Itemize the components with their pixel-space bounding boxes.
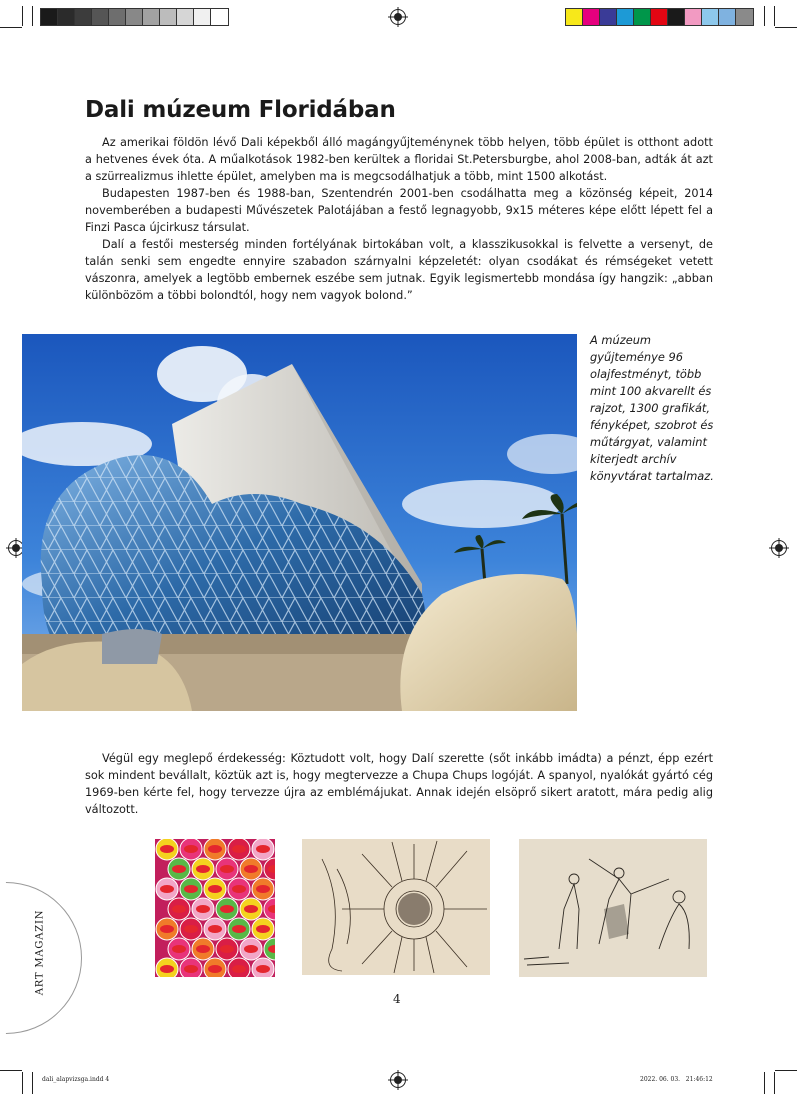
color-swatch — [583, 9, 600, 25]
lollipop-logo-shape — [220, 865, 234, 873]
lollipop-logo-shape — [172, 905, 186, 913]
color-swatch — [160, 9, 177, 25]
registration-mark-icon — [771, 540, 787, 556]
color-swatch — [109, 9, 126, 25]
color-swatch — [600, 9, 617, 25]
magazine-label: ART MAGAZIN — [34, 909, 46, 996]
lollipop-logo-shape — [256, 925, 270, 933]
lollipop-logo-shape — [220, 945, 234, 953]
color-swatch — [211, 9, 228, 25]
lollipop-logo-shape — [160, 845, 174, 853]
lollipop-logo-shape — [232, 845, 246, 853]
color-swatch — [719, 9, 736, 25]
lollipop-logo-shape — [160, 965, 174, 973]
lollipop-logo-shape — [256, 845, 270, 853]
lollipop-logo-shape — [220, 905, 234, 913]
cmyk-color-bar — [565, 8, 754, 26]
lollipop-logo-shape — [172, 945, 186, 953]
color-swatch — [143, 9, 160, 25]
lollipop-logo-shape — [184, 925, 198, 933]
paragraph: Az amerikai földön lévő Dali képekből álló magángyűjteménynek több helyen, több épület is otthont adott a hetvenes évek óta. A műalkotások 1982-ben kerültek a floridai St.Petersburgbe, ahol 2008-ban, adták át azt a szürrealizmus ihlette épület, amelyben ma is megcsodálhatjuk a több, mint 1500 alkotást. — [85, 136, 713, 183]
color-swatch — [736, 9, 753, 25]
paragraph: Végül egy meglepő érdekesség: Köztudott volt, hogy Dalí szerette (sőt inkább imádta) a pénzt, épp ezért sok mindent bevállalt, köztük azt is, hogy megtervezze a Chupa Chups logóját. A spanyol, nyalókát gyártó cég 1969-ben kérte fel, hogy tervezze újra az emblémájukat. Annak idején elsöprő sikert aratott, mára pedig alig változott. — [85, 752, 713, 816]
closing-text — [85, 750, 713, 818]
color-swatch — [617, 9, 634, 25]
lollipop-logo-shape — [208, 885, 222, 893]
lollipop-logo-shape — [160, 885, 174, 893]
photo-caption: A múzeum gyűjteménye 96 olajfestményt, több mint 100 akvarellt és rajzot, 1300 grafikát, fényképet, szobrot és műtárgyat, valamint kiterjedt archív könyvtárat tartalmaz. — [590, 333, 714, 483]
dali-sketch-sea-urchin — [302, 839, 490, 975]
lollipop-logo-shape — [196, 905, 210, 913]
lollipop-logo-shape — [208, 925, 222, 933]
color-swatch — [651, 9, 668, 25]
lollipop-logo-shape — [232, 965, 246, 973]
color-swatch — [702, 9, 719, 25]
crop-mark — [0, 27, 22, 28]
page-number: 4 — [393, 992, 401, 1006]
registration-mark-icon — [390, 9, 406, 25]
lollipop-logo-shape — [232, 885, 246, 893]
crop-mark — [764, 1072, 765, 1094]
intro-text — [85, 134, 713, 304]
lollipop-logo-shape — [184, 845, 198, 853]
crop-mark — [775, 27, 797, 28]
lollipop-logo-shape — [208, 965, 222, 973]
color-swatch — [634, 9, 651, 25]
lollipop-logo-shape — [256, 885, 270, 893]
lollipop-logo-shape — [196, 865, 210, 873]
lollipop-logo-shape — [244, 865, 258, 873]
registration-mark-icon — [390, 1072, 406, 1088]
color-swatch — [668, 9, 685, 25]
lollipop-logo-shape — [256, 965, 270, 973]
color-swatch — [566, 9, 583, 25]
crop-mark — [774, 6, 775, 26]
color-swatch — [58, 9, 75, 25]
crop-mark — [0, 1070, 22, 1071]
crop-mark — [775, 1070, 797, 1071]
crop-mark — [32, 1072, 33, 1094]
paragraph: Budapesten 1987-ben és 1988-ban, Szentendrén 2001-ben csodálhatta meg a közönség képeit, 2014 novemberében a budapesti Művészetek Palotájában a festő legnagyobb, 9x15 méteres képe előtt lépett fel a Finzi Pasca újcirkusz társulat. — [85, 187, 713, 234]
chupa-chups-photo — [155, 839, 275, 977]
color-swatch — [41, 9, 58, 25]
lollipop-logo-shape — [208, 845, 222, 853]
color-swatch — [685, 9, 702, 25]
lollipop-logo-shape — [244, 905, 258, 913]
decorative-arc — [0, 851, 113, 1066]
lollipop-logo-shape — [244, 945, 258, 953]
footer-filename: dali_alapvizsga.indd 4 — [42, 1076, 110, 1083]
crop-mark — [774, 1072, 775, 1094]
paragraph: Dalí a festői mesterség minden fortélyának birtokában volt, a klasszikusokkal is felvette a versenyt, de talán senki sem engedte ennyire szabadon szárnyalni képzeletét: olyan csodákat és rémségeket vetett vászonra, amelyek a legtöbb embernek eszébe sem jutnak. Egyik legismertebb mondása így hangzik: „abban különbözöm a többi bolondtól, hogy nem vagyok bolond.” — [85, 238, 713, 302]
grayscale-color-bar — [40, 8, 229, 26]
dali-sketch-figures — [519, 839, 707, 977]
crop-mark — [32, 6, 33, 26]
color-swatch — [126, 9, 143, 25]
footer-timestamp: 2022. 06. 03. 21:46:12 — [640, 1076, 713, 1083]
lollipop-logo-shape — [184, 965, 198, 973]
color-swatch — [75, 9, 92, 25]
color-swatch — [194, 9, 211, 25]
color-swatch — [92, 9, 109, 25]
article-title: Dali múzeum Floridában — [85, 97, 396, 123]
lollipop-logo-shape — [232, 925, 246, 933]
crop-mark — [22, 1072, 23, 1094]
crop-mark — [22, 6, 23, 26]
lollipop-logo-shape — [184, 885, 198, 893]
crop-mark — [764, 6, 765, 26]
color-swatch — [177, 9, 194, 25]
museum-photo — [22, 334, 577, 711]
lollipop-logo-shape — [160, 925, 174, 933]
lollipop-logo-shape — [196, 945, 210, 953]
lollipop-logo-shape — [172, 865, 186, 873]
